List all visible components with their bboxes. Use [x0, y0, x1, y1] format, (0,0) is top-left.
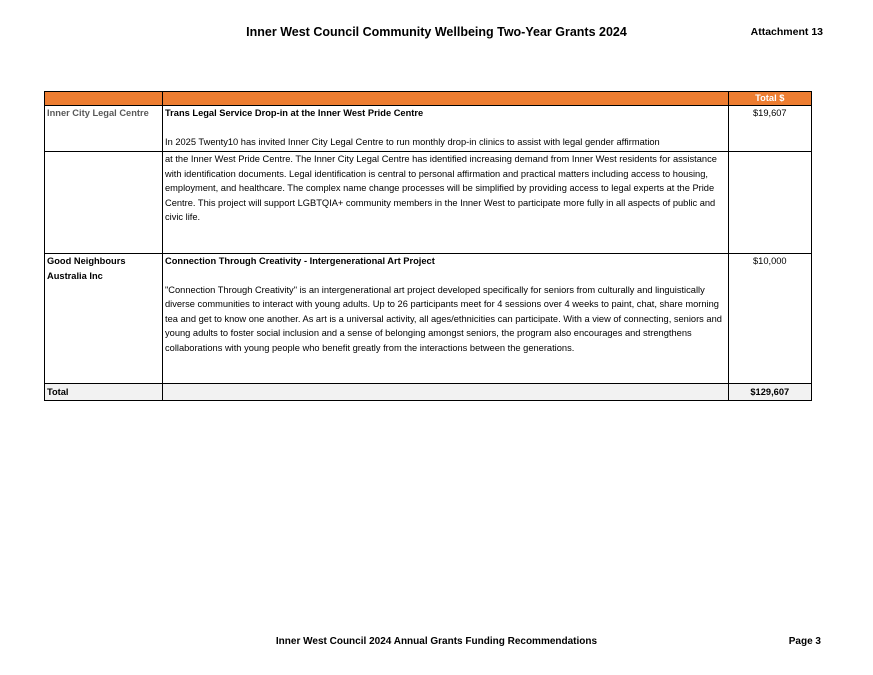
total-empty-cell [163, 384, 729, 401]
header-cell-organisation [45, 92, 163, 106]
amount-cell: $10,000 [728, 254, 811, 384]
organisation-name: Good Neighbours Australia Inc [47, 256, 126, 281]
project-cell-continued [163, 152, 729, 254]
total-label: Total [45, 384, 163, 401]
footer-title: Inner West Council 2024 Annual Grants Funding Recommendations [275, 636, 598, 647]
organisation-cell-empty [45, 152, 163, 254]
total-amount: $129,607 [728, 384, 811, 401]
project-cell [163, 254, 729, 384]
project-description: In 2025 Twenty10 has invited Inner City Legal Centre to run monthly drop-in clinics to assist with legal gender affirmation [165, 136, 660, 147]
project-title: Connection Through Creativity - Intergenerational Art Project [165, 256, 435, 266]
organisation-name: Inner City Legal Centre [47, 108, 149, 118]
organisation-cell [45, 106, 163, 152]
amount-cell: $19,607 [728, 106, 811, 152]
header-cell-project [163, 92, 729, 106]
project-description: "Connection Through Creativity" is an intergenerational art project developed specifically for seniors from culturally and linguistically diverse communities to interact with young adults. Up to 26 participants meet for 4 sessions over 4 weeks to paint, chat, share morning tea and get to know one another. As art is a universal activity, all ages/ethnicities can participate. With a view of connecting, seniors and young adults to foster social inclusion and a sense of belonging amongst seniors, the program also encourages and strengthens collaborations with young people who benefit greatly from the interactions between the generations. [165, 284, 722, 353]
total-row [45, 384, 812, 401]
table-row-continued [45, 152, 812, 254]
amount-cell-empty [728, 152, 811, 254]
organisation-cell [45, 254, 163, 384]
project-cell [163, 106, 729, 152]
table-row [45, 254, 812, 384]
page-title: Inner West Council Community Wellbeing Two-Year Grants 2024 [246, 25, 627, 39]
table-header-row [45, 92, 812, 106]
header-cell-total: Total $ [728, 92, 811, 106]
project-description-continued: at the Inner West Pride Centre. The Inner City Legal Centre has identified increasing demand from Inner West residents for assistance with identification documents. Legal identification is central to personal affirmation and practical matters including access to housing, employment, and healthcare. The complex name change processes will be simplified by providing access to legal experts at the Pride Centre. This project will support LGBTQIA+ community members in the Inner West to participate more fully in all aspects of public and civic life. [165, 154, 717, 222]
attachment-label: Attachment 13 [750, 26, 823, 38]
page-number: Page 3 [788, 636, 821, 647]
project-title: Trans Legal Service Drop-in at the Inner West Pride Centre [165, 108, 424, 118]
grants-table [44, 91, 812, 401]
table-row [45, 106, 812, 152]
